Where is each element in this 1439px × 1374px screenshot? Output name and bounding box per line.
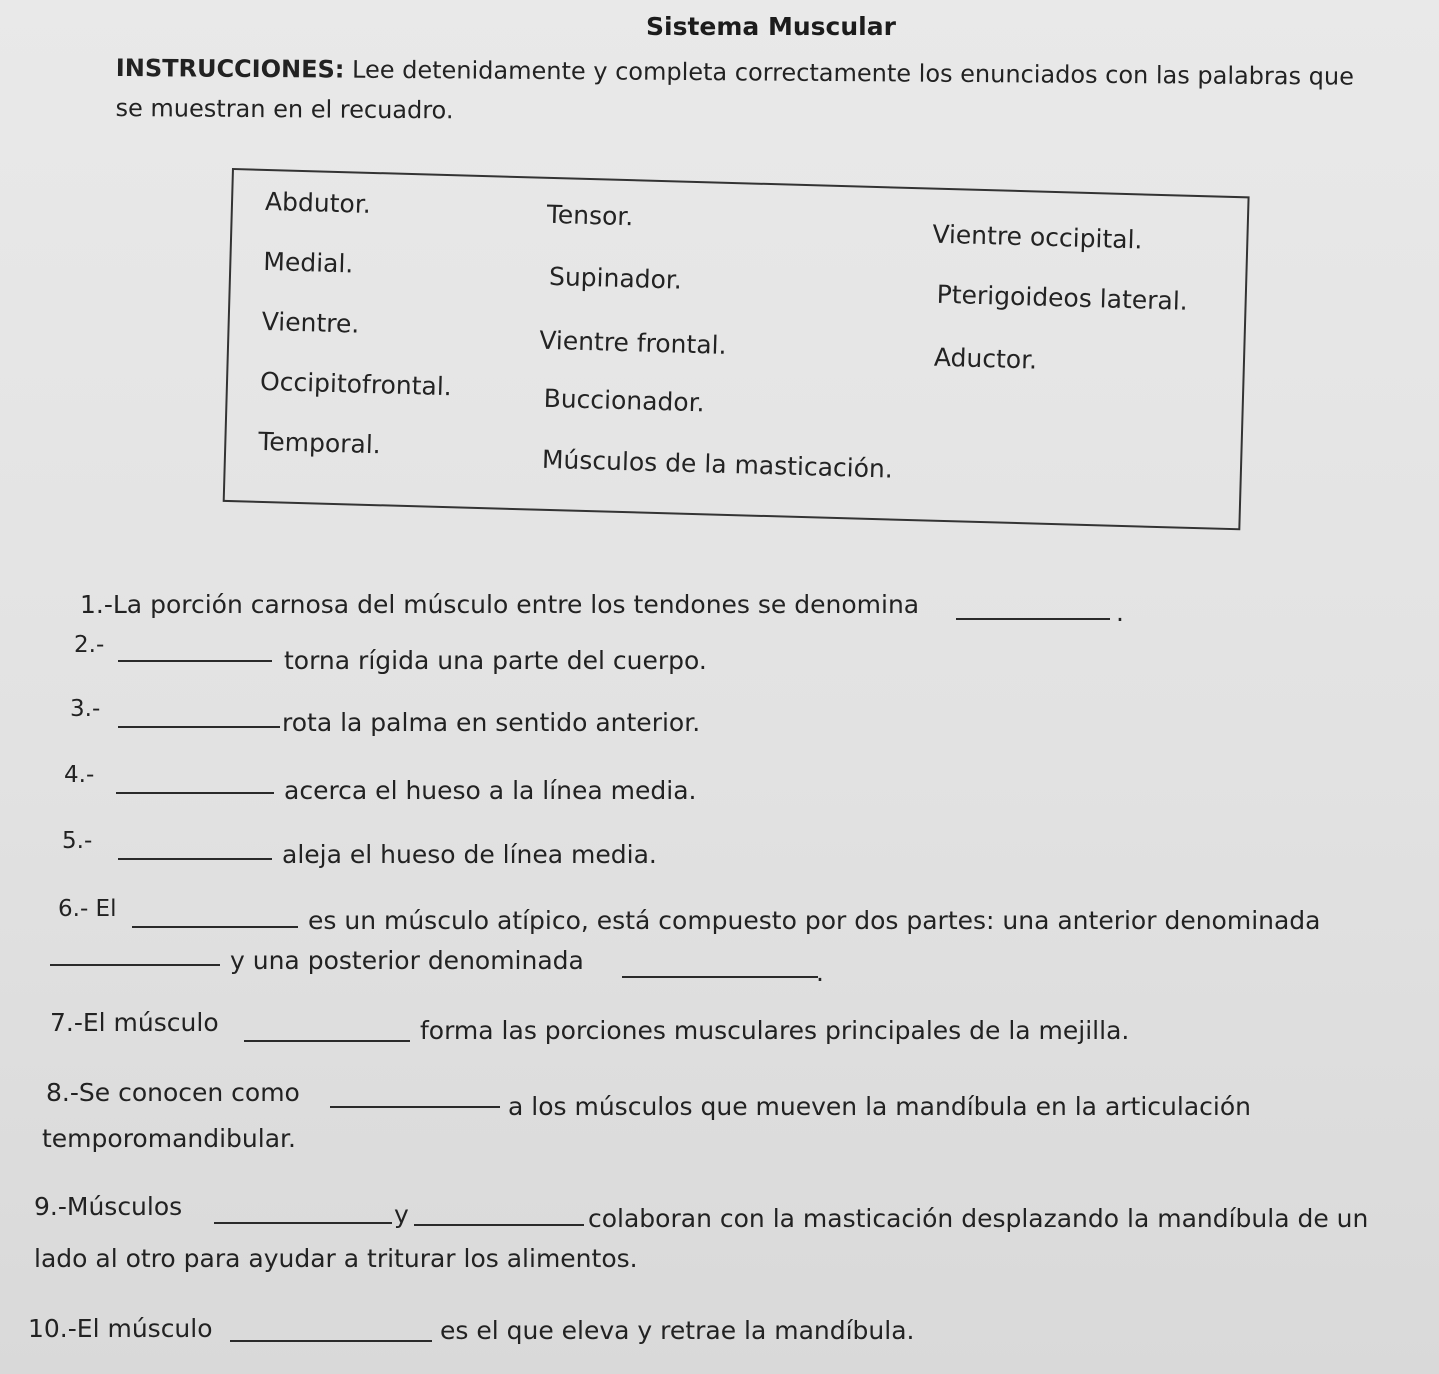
- question-4-number: 4.-: [64, 762, 95, 788]
- question-8-number: 8.-Se conocen como: [46, 1078, 300, 1107]
- answer-blank[interactable]: [330, 1106, 500, 1108]
- instructions-label: INSTRUCCIONES:: [115, 53, 345, 84]
- instructions-line2: se muestran en el recuadro.: [115, 93, 454, 125]
- word-bank-item: Pterigoideos lateral.: [936, 279, 1189, 316]
- answer-blank[interactable]: [50, 964, 220, 966]
- question-6-text: es un músculo atípico, está compuesto por dos partes: una anterior denominada: [308, 906, 1321, 935]
- word-bank-item: Tensor.: [546, 199, 634, 232]
- question-2-number: 2.-: [74, 632, 105, 658]
- question-3-text: rota la palma en sentido anterior.: [282, 708, 701, 737]
- word-bank-item: Medial.: [262, 246, 354, 279]
- word-bank-box: [223, 168, 1250, 530]
- answer-blank[interactable]: [214, 1222, 392, 1224]
- answer-blank[interactable]: [622, 976, 818, 978]
- question-6-end: .: [816, 958, 824, 987]
- question-6-text-2: y una posterior denominada: [230, 946, 584, 975]
- question-7-number: 7.-El músculo: [50, 1008, 219, 1037]
- answer-blank[interactable]: [118, 726, 280, 728]
- answer-blank[interactable]: [118, 660, 272, 662]
- question-2-text: torna rígida una parte del cuerpo.: [284, 646, 707, 675]
- word-bank-item: Abdutor.: [264, 186, 372, 219]
- question-1-text: 1.-La porción carnosa del músculo entre los tendones se denomina: [80, 590, 920, 619]
- word-bank-item: Vientre occipital.: [932, 219, 1143, 255]
- question-4-text: acerca el hueso a la línea media.: [284, 776, 697, 805]
- question-10-text: es el que eleva y retrae la mandíbula.: [440, 1316, 915, 1345]
- page-title: Sistema Muscular: [646, 12, 896, 41]
- word-bank-item: Occipitofrontal.: [259, 366, 453, 402]
- question-10-number: 10.-El músculo: [28, 1314, 213, 1343]
- question-7-text: forma las porciones musculares principales de la mejilla.: [420, 1016, 1130, 1045]
- word-bank-item: Vientre frontal.: [538, 325, 727, 360]
- question-9-text: colaboran con la masticación desplazando la mandíbula de un: [588, 1204, 1369, 1233]
- word-bank-item: Buccionador.: [543, 383, 706, 418]
- answer-blank[interactable]: [230, 1340, 432, 1342]
- question-5-text: aleja el hueso de línea media.: [282, 840, 657, 869]
- word-bank-item: Temporal.: [257, 426, 382, 460]
- answer-blank[interactable]: [132, 926, 298, 928]
- answer-blank[interactable]: [414, 1224, 584, 1226]
- question-8-text-2: temporomandibular.: [42, 1124, 296, 1153]
- word-bank-item: Músculos de la masticación.: [541, 444, 894, 484]
- question-9-number: 9.-Músculos: [34, 1192, 183, 1221]
- answer-blank[interactable]: [116, 792, 274, 794]
- question-8-text: a los músculos que mueven la mandíbula en la articulación: [508, 1092, 1251, 1121]
- instructions: [115, 48, 1416, 137]
- answer-blank[interactable]: [244, 1040, 410, 1042]
- question-1-end: .: [1116, 598, 1124, 627]
- answer-blank[interactable]: [956, 618, 1110, 620]
- question-6-number: 6.- El: [58, 896, 117, 922]
- instructions-line1: Lee detenidamente y completa correctamente los enunciados con las palabras que: [344, 55, 1354, 91]
- word-bank-item: Supinador.: [548, 261, 683, 295]
- word-bank-item: Vientre.: [261, 306, 360, 339]
- question-9-mid: y: [394, 1200, 409, 1229]
- word-bank-item: Aductor.: [933, 342, 1038, 375]
- question-5-number: 5.-: [62, 828, 93, 854]
- question-3-number: 3.-: [70, 696, 101, 722]
- answer-blank[interactable]: [118, 858, 272, 860]
- question-9-text-2: lado al otro para ayudar a triturar los alimentos.: [34, 1244, 638, 1273]
